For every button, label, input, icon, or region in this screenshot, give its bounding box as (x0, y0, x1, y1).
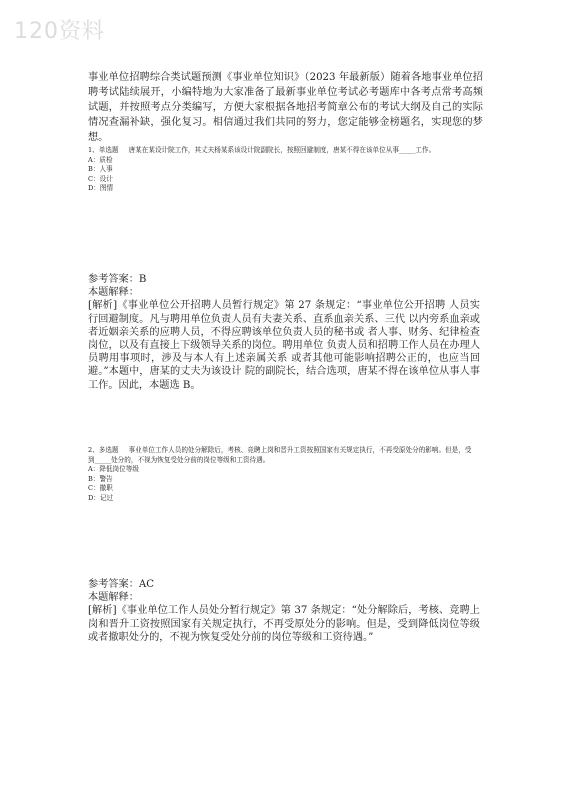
question-2-number: 2、多选题 (88, 446, 119, 454)
answer-1-block (88, 273, 480, 392)
question-2-stem-line (88, 446, 478, 465)
question-2-stem: 事业单位工作人员的处分解除后，考核、竞聘上岗和晋升工资按照国家有关规定执行，不再受原处分的影响。但是，受到_____处分的，不视为恢复受处分前的岗位等级和工资待遇。 (88, 446, 472, 464)
answer-2: 参考答案：AC (88, 579, 155, 590)
answer-2-block (88, 578, 480, 644)
question-2-option-d: D：记过 (88, 493, 114, 502)
question-1-stem: 唐某在某设计院工作，其丈夫杨某系该设计院副院长，按照回避制度，唐某不得在该单位从事_____工作。 (128, 146, 436, 154)
explanation-2-label: 本题解释： (88, 592, 139, 604)
question-2-option-c: C：撤职 (88, 484, 113, 492)
question-2-option-a: A：降低岗位等级 (88, 465, 139, 473)
question-1-option-b: B：人事 (88, 165, 113, 173)
intro-paragraph: 事业单位招聘综合类试题预测《事业单位知识》（2023 年最新版）随着各地事业单位招聘考试陆续展开，小编特地为大家准备了最新事业单位考试必考题库中各考点常考高频试题，并按照考点分类编写，方便大家根据各地招考简章公布的考试大纲及自己的实际情况查漏补缺，强化复习。相信通过我们共同的努力，您定能够金榜题名，实现您的梦想。 (88, 72, 483, 143)
question-1-stem-line (88, 146, 478, 156)
question-1 (88, 146, 478, 194)
question-1-option-c: C：设计 (88, 174, 113, 183)
question-1-number: 1、单选题 (88, 146, 119, 154)
question-2-option-b: B：警告 (88, 474, 113, 483)
question-1-option-d: D：图情 (88, 184, 114, 192)
question-1-option-a: A：质检 (88, 155, 113, 164)
explanation-1-label: 本题解释： (88, 287, 139, 299)
question-2 (88, 446, 478, 503)
answer-1: 参考答案：B (88, 274, 147, 285)
explanation-2: [解析]《事业单位工作人员处分暂行规定》第 37 条规定：“处分解除后，考核、竞聘上岗和晋升工资按照国家有关规定执行，不再受原处分的影响。但是，受到降低岗位等级或者撤职处分的，不视为恢复受处分前的岗位等级和工资待遇。” (88, 605, 480, 643)
explanation-1: [解析]《事业单位公开招聘人员暂行规定》第 27 条规定：“事业单位公开招聘 人员实行回避制度。凡与聘用单位负责人员有夫妻关系、直系血亲关系、三代 以内旁系血亲或者近姻亲关系的应聘人员，不得应聘该单位负责人员的秘书或 者人事、财务、纪律检查岗位，以及有直接上下级领导关系的岗位。聘用单位 负责人员和招聘工作人员在办理人员聘用事项时，涉及与本人有上述亲属关系 或者其他可能影响招聘公正的，也应当回避。”本题中，唐某的丈夫为该设计 院的副院长，结合选项，唐某不得在该单位从事人事工作。因此，本题选 B。 (88, 300, 480, 391)
watermark-logo: 120资料 (14, 19, 105, 44)
